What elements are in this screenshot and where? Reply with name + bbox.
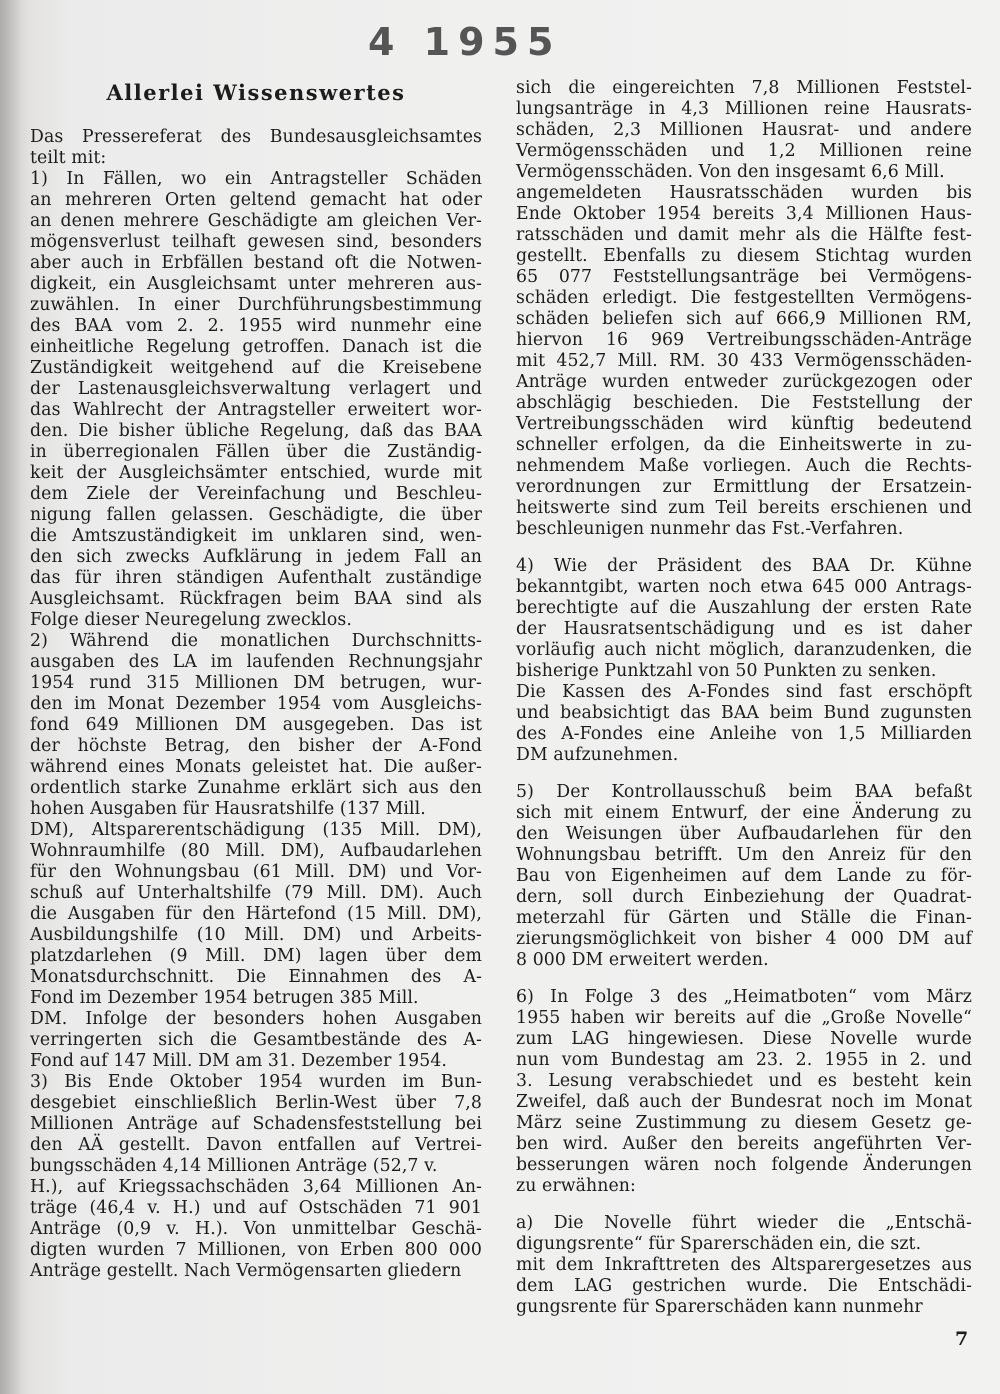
paragraph-gap	[516, 1197, 972, 1213]
text-line: die Amtszuständigkeit im unklaren sind, wen-	[30, 526, 482, 546]
text-line: 3. Lesung verabschiedet und es besteht kein	[516, 1071, 972, 1091]
text-line: Wohnungsbau betrifft. Um den Anreiz für den	[516, 845, 972, 865]
text-line: 1) In Fällen, wo ein Antragsteller Schäden	[30, 169, 482, 189]
text-line: Anträge (0,9 v. H.). Von unmittelbar Geschä-	[30, 1219, 482, 1239]
text-line: hohen Ausgaben für Hausratshilfe (137 Mill.	[30, 799, 426, 819]
text-line: und beabsichtigt das BAA beim Bund zugunsten	[516, 703, 972, 723]
text-line: nehmendem Maße vorliegen. Auch die Rechts-	[516, 456, 972, 476]
text-line: 1955 haben wir bereits auf die „Große Novelle“	[516, 1008, 972, 1028]
article-title: Allerlei Wissenswertes	[106, 80, 406, 105]
text-line: lungsanträge in 4,3 Millionen reine Hausrats-	[516, 99, 972, 119]
text-line: digkeit, ein Ausgleichsamt unter mehreren aus-	[30, 274, 482, 294]
text-line: Vermögensschäden. Von den insgesamt 6,6 Mill.	[516, 162, 945, 182]
text-line: mit 452,7 Mill. RM. 30 433 Vermögensschäden-	[516, 351, 972, 371]
text-line: das Wahlrecht der Antragsteller erweitert wor-	[30, 400, 482, 420]
text-line: digungsrente“ für Sparerschäden ein, die szt.	[516, 1234, 922, 1254]
text-line: desgebiet einschließlich Berlin-West über 7,8	[30, 1093, 482, 1113]
text-line: Monatsdurchschnitt. Die Einnahmen des A-	[30, 967, 482, 987]
text-line: platzdarlehen (9 Mill. DM) lagen über dem	[30, 946, 482, 966]
text-line: nun vom Bundestag am 23. 2. 1955 in 2. und	[516, 1050, 972, 1070]
text-line: fond 649 Millionen DM ausgegeben. Das ist	[30, 715, 482, 735]
right-column	[516, 78, 972, 1318]
text-line: berechtigte auf die Auszahlung der ersten Rate	[516, 598, 972, 618]
text-line: 4) Wie der Präsident des BAA Dr. Kühne	[516, 556, 972, 576]
text-line: März seine Zustimmung zu diesem Gesetz ge-	[516, 1113, 972, 1133]
text-line: die Ausgaben für den Härtefond (15 Mill. DM),	[30, 904, 482, 924]
text-line: schäden beliefen sich auf 666,9 Millionen RM,	[516, 309, 972, 329]
text-line: schäden erledigt. Die festgestellten Vermögens-	[516, 288, 972, 308]
text-line: für den Wohnungsbau (61 Mill. DM) und Vor-	[30, 862, 482, 882]
text-line: zuwählen. In einer Durchführungsbestimmung	[30, 295, 482, 315]
text-line: einheitliche Regelung getroffen. Danach ist die	[30, 337, 482, 357]
binding-shadow	[0, 0, 22, 1394]
text-line: vorläufig auch nicht möglich, daranzudenken, die	[516, 640, 972, 660]
text-line: sich die eingereichten 7,8 Millionen Feststel-	[516, 78, 972, 98]
right-column-text	[516, 78, 972, 1318]
text-line: den. Die bisher übliche Regelung, daß das BAA	[30, 421, 482, 441]
text-line: Ausgleichsamt. Rückfragen beim BAA sind als	[30, 589, 482, 609]
text-line: zu erwähnen:	[516, 1176, 636, 1196]
text-line: 3) Bis Ende Oktober 1954 wurden im Bun-	[30, 1072, 482, 1092]
text-line: 1954 rund 315 Millionen DM betrugen, wur-	[30, 673, 482, 693]
text-line: Die Kassen des A-Fondes sind fast erschöpft	[516, 682, 972, 702]
text-line: an denen mehrere Geschädigte am gleichen Ver-	[30, 211, 482, 231]
text-line: des A-Fondes eine Anleihe von 1,5 Milliarden	[516, 724, 972, 744]
text-line: das für ihren ständigen Aufenthalt zuständige	[30, 568, 482, 588]
text-line: ordentlich starke Zunahme erklärt sich aus den	[30, 778, 482, 798]
text-line: der Lastenausgleichsverwaltung verlagert und	[30, 379, 482, 399]
text-line: während eines Monats geleistet hat. Die außer-	[30, 757, 482, 777]
text-line: DM. Infolge der besonders hohen Ausgaben	[30, 1009, 482, 1029]
text-line: ratsschäden und damit mehr als die Hälfte fest-	[516, 225, 972, 245]
issue-stamp: 4 1955	[368, 20, 562, 64]
text-line: angemeldeten Hausratsschäden wurden bis	[516, 183, 972, 203]
text-line: zum LAG hingewiesen. Diese Novelle wurde	[516, 1029, 972, 1049]
text-line: keit der Ausgleichsämter entschied, wurde mit	[30, 463, 482, 483]
text-line: den im Monat Dezember 1954 vom Ausgleichs-	[30, 694, 482, 714]
text-line: der höchste Betrag, den bisher der A-Fond	[30, 736, 482, 756]
text-line: Ende Oktober 1954 bereits 3,4 Millionen Haus-	[516, 204, 972, 224]
text-line: Vertreibungsschäden wird künftig bedeutend	[516, 414, 972, 434]
paragraph-gap	[516, 540, 972, 556]
text-line: Anträge gestellt. Nach Vermögensarten gliedern	[30, 1261, 462, 1281]
text-line: dern, soll durch Einbeziehung der Quadrat-	[516, 887, 972, 907]
text-line: träge (46,4 v. H.) und auf Ostschäden 71 901	[30, 1198, 482, 1218]
text-line: Zuständigkeit weitgehend auf die Kreisebene	[30, 358, 482, 378]
text-line: Das Pressereferat des Bundesausgleichsamtes	[30, 127, 482, 147]
text-line: Folge dieser Neuregelung zwecklos.	[30, 610, 352, 630]
text-line: DM), Altsparerentschädigung (135 Mill. DM),	[30, 820, 482, 840]
text-line: Vermögensschäden und 1,2 Millionen reine	[516, 141, 972, 161]
text-line: heitswerte sind zum Teil bereits erschienen und	[516, 498, 972, 518]
text-line: bekanntgibt, warten noch etwa 645 000 Antrags-	[516, 577, 972, 597]
text-line: 65 077 Feststellungsanträge bei Vermögens-	[516, 267, 972, 287]
text-line: meterzahl für Gärten und Ställe die Finan-	[516, 908, 972, 928]
text-line: nigung fallen gelassen. Geschädigte, die über	[30, 505, 482, 525]
text-line: teilt mit:	[30, 148, 107, 168]
text-line: schäden, 2,3 Millionen Hausrat- und andere	[516, 120, 972, 140]
text-line: hiervon 16 969 Vertreibungsschäden-Anträge	[516, 330, 972, 350]
text-line: Anträge wurden entweder zurückgezogen oder	[516, 372, 972, 392]
text-line: bungsschäden 4,14 Millionen Anträge (52,7 v.	[30, 1156, 438, 1176]
text-line: Fond auf 147 Mill. DM am 31. Dezember 1954.	[30, 1051, 448, 1071]
page-number: 7	[955, 1328, 969, 1350]
paragraph-gap	[516, 971, 972, 987]
text-line: 2) Während die monatlichen Durchschnitts-	[30, 631, 482, 651]
text-line: abschlägig beschieden. Die Feststellung der	[516, 393, 972, 413]
text-line: Wohnraumhilfe (80 Mill. DM), Aufbaudarlehen	[30, 841, 482, 861]
text-line: bisherige Punktzahl von 50 Punkten zu senken.	[516, 661, 937, 681]
text-line: in überregionalen Fällen über die Zuständig-	[30, 442, 482, 462]
text-line: der Hausratsentschädigung und es ist daher	[516, 619, 972, 639]
text-line: a) Die Novelle führt wieder die „Entschä-	[516, 1213, 972, 1233]
text-line: ben wird. Außer den bereits angeführten Ver-	[516, 1134, 972, 1154]
text-line: des BAA vom 2. 2. 1955 wird nunmehr eine	[30, 316, 482, 336]
text-line: 8 000 DM erweitert werden.	[516, 950, 769, 970]
text-line: beschleunigen nunmehr das Fst.-Verfahren.	[516, 519, 904, 539]
left-column	[30, 78, 482, 1282]
text-line: 5) Der Kontrollausschuß beim BAA befaßt	[516, 782, 972, 802]
text-line: den Weisungen über Aufbaudarlehen für den	[516, 824, 972, 844]
text-line: schneller erfolgen, da die Einheitswerte in zu-	[516, 435, 972, 455]
text-line: dem LAG gestrichen wurde. Die Entschädi-	[516, 1276, 972, 1296]
text-line: verringerten sich die Gesamtbestände des A-	[30, 1030, 482, 1050]
text-line: den AÄ gestellt. Davon entfallen auf Vertrei-	[30, 1135, 482, 1155]
text-line: mögensverlust teilhaft gewesen sind, besonders	[30, 232, 482, 252]
text-line: ausgaben des LA im laufenden Rechnungsjahr	[30, 652, 482, 672]
text-line: H.), auf Kriegssachschäden 3,64 Millionen An-	[30, 1177, 482, 1197]
text-line: Millionen Anträge auf Schadensfeststellung bei	[30, 1114, 482, 1134]
text-line: Zweifel, daß auch der Bundesrat noch im Monat	[516, 1092, 972, 1112]
text-line: Fond im Dezember 1954 betrugen 385 Mill.	[30, 988, 419, 1008]
text-line: dem Ziele der Vereinfachung und Beschleu-	[30, 484, 482, 504]
text-line: besserungen wären noch folgende Änderungen	[516, 1155, 972, 1175]
text-line: den sich zwecks Aufklärung in jedem Fall an	[30, 547, 482, 567]
text-line: gestellt. Ebenfalls zu diesem Stichtag wurden	[516, 246, 972, 266]
left-column-text	[30, 127, 482, 1282]
text-line: sich mit einem Entwurf, der eine Änderung zu	[516, 803, 972, 823]
text-line: aber auch in Erbfällen bestand oft die Notwen-	[30, 253, 482, 273]
text-line: schuß auf Unterhaltshilfe (79 Mill. DM). Auch	[30, 883, 482, 903]
text-line: gungsrente für Sparerschäden kann nunmehr	[516, 1297, 923, 1317]
text-line: DM aufzunehmen.	[516, 745, 679, 765]
text-line: Ausbildungshilfe (10 Mill. DM) und Arbeits-	[30, 925, 482, 945]
text-line: 6) In Folge 3 des „Heimatboten“ vom März	[516, 987, 972, 1007]
text-line: Bau von Eigenheimen auf dem Lande zu för-	[516, 866, 972, 886]
text-line: mit dem Inkrafttreten des Altsparergesetzes aus	[516, 1255, 972, 1275]
paragraph-gap	[516, 766, 972, 782]
text-line: verordnungen zur Ermittlung der Ersatzein-	[516, 477, 972, 497]
text-line: an mehreren Orten geltend gemacht hat oder	[30, 190, 482, 210]
text-line: zierungsmöglichkeit von bisher 4 000 DM auf	[516, 929, 972, 949]
text-line: digten wurden 7 Millionen, von Erben 800 000	[30, 1240, 482, 1260]
